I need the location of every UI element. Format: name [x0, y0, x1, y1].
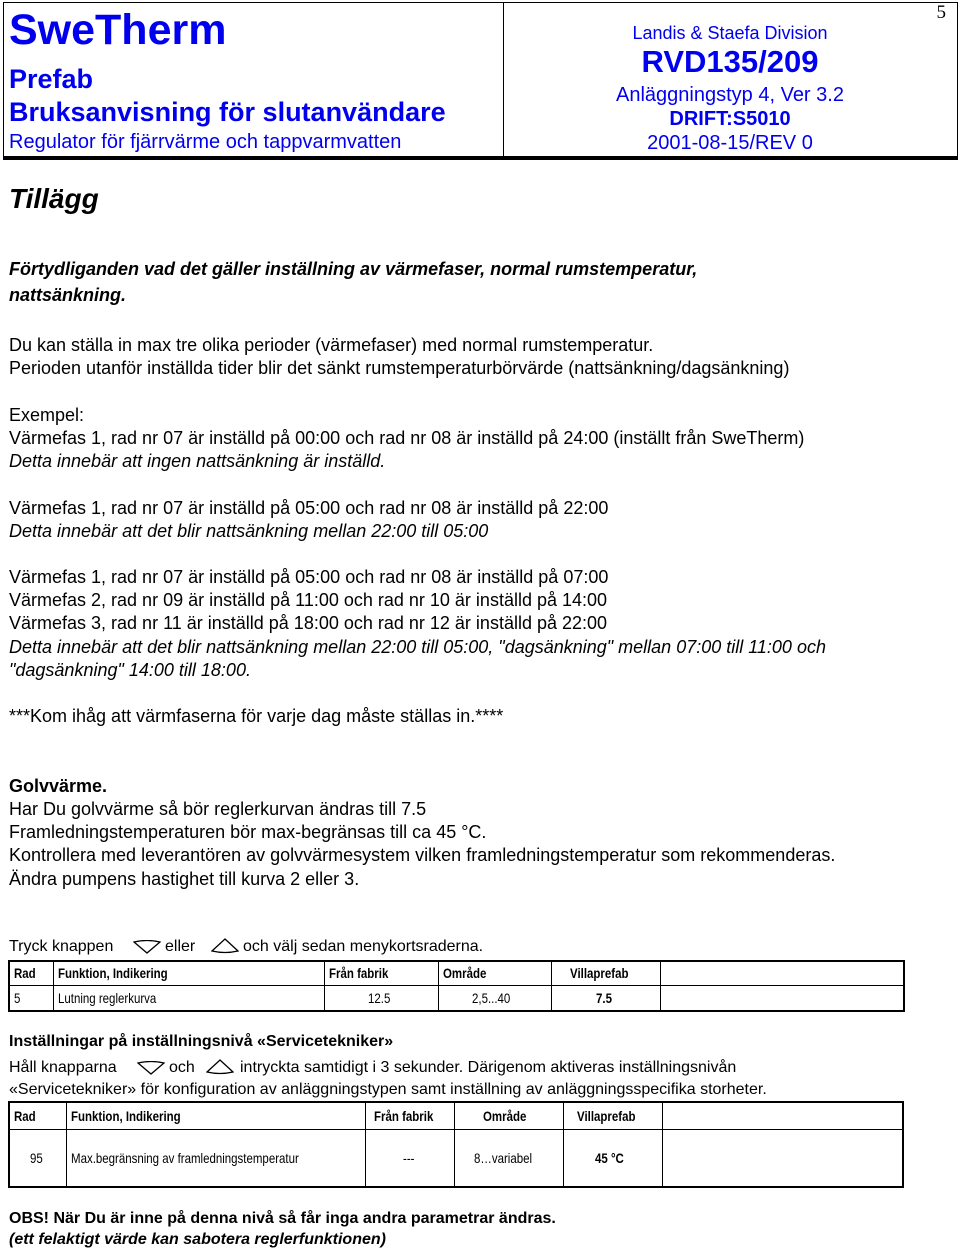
- division: Landis & Staefa Division: [632, 23, 828, 43]
- cell-villaprefab: 7.5: [596, 989, 613, 1006]
- hold-text-2: och: [169, 1059, 195, 1076]
- example-line: Värmefas 1, rad nr 07 är inställd på 05:00 och rad nr 08 är inställd på 22:00: [9, 498, 609, 518]
- example-line: Värmefas 2, rad nr 09 är inställd på 11:00 och rad nr 10 är inställd på 14:00: [9, 590, 608, 610]
- cell-villaprefab: 45 °C: [595, 1149, 625, 1166]
- section-title: Tillägg: [9, 183, 99, 214]
- col-header-villaprefab: Villaprefab: [577, 1107, 636, 1124]
- floor-heating-text: Framledningstemperaturen bör max-begränsas till ca 45 °C.: [9, 822, 487, 842]
- example-result: Detta innebär att ingen nattsänkning är inställd.: [9, 451, 386, 471]
- example-line: Värmefas 1, rad nr 07 är inställd på 05:00 och rad nr 08 är inställd på 07:00: [9, 567, 609, 587]
- hold-text-4: «Servicetekniker» för konfiguration av anläggningstypen samt inställning av anläggningsspecifika storheter.: [9, 1081, 767, 1098]
- settings-table-2: [8, 1101, 904, 1188]
- col-header-rad: Rad: [14, 1107, 36, 1124]
- example-result: Detta innebär att det blir nattsänkning mellan 22:00 till 05:00, "dagsänkning" mellan 07:00 till 11:00 och: [9, 637, 826, 657]
- cell-range: 8…variabel: [473, 1149, 532, 1166]
- settings-table-1: [8, 960, 905, 1012]
- floor-heating-text: Ändra pumpens hastighet till kurva 2 eller 3.: [9, 869, 360, 889]
- table-header-row: [9, 961, 904, 985]
- cell-range: 2,5...40: [471, 989, 510, 1006]
- col-header-function: Funktion, Indikering: [71, 1107, 181, 1124]
- cell-rad: 95: [30, 1149, 43, 1166]
- down-button-icon: [133, 940, 161, 954]
- cell-factory: ---: [403, 1149, 415, 1166]
- table-row: [9, 985, 904, 1011]
- floor-heating-text: Kontrollera med leverantören av golvvärmesystem vilken framledningstemperatur som rekommenderas.: [9, 845, 836, 865]
- intro-text: Perioden utanför inställda tider blir det sänkt rumstemperaturbörvärde (nattsänkning/dagsänkning): [9, 358, 790, 378]
- hold-text-3: intryckta samtidigt i 3 sekunder. Därigenom aktiveras inställningsnivån: [240, 1059, 737, 1076]
- header-bottom-rule: [3, 156, 957, 159]
- table-row: [9, 1129, 903, 1187]
- plant-type: Anläggningstyp 4, Ver 3.2: [616, 84, 844, 106]
- cell-rad: 5: [14, 989, 21, 1006]
- date-revision: 2001-08-15/REV 0: [647, 132, 813, 154]
- cell-function: Max.begränsning av framledningstemperatur: [71, 1149, 299, 1166]
- up-button-icon: [211, 938, 239, 954]
- table-header-row: [9, 1102, 903, 1129]
- brand-logo: SweTherm: [9, 6, 227, 54]
- reminder-note: ***Kom ihåg att värmfaserna för varje dag måste ställas in.****: [9, 706, 504, 726]
- service-level-heading: Inställningar på inställningsnivå «Servicetekniker»: [9, 1033, 394, 1050]
- intro-text: Du kan ställa in max tre olika perioder (värmefaser) med normal rumstemperatur.: [9, 335, 654, 355]
- col-header-range: Område: [443, 965, 487, 982]
- drift-code: DRIFT:S5010: [669, 108, 791, 130]
- example-line: Värmefas 1, rad nr 07 är inställd på 00:00 och rad nr 08 är inställd på 24:00 (inställt från SweTherm): [9, 428, 805, 448]
- col-header-factory: Från fabrik: [329, 965, 389, 982]
- doc-title: Bruksanvisning för slutanvändare: [9, 97, 446, 127]
- cell-function: Lutning reglerkurva: [58, 989, 157, 1006]
- obs-note: OBS! När Du är inne på denna nivå så får inga andra parametrar ändras.: [9, 1210, 556, 1227]
- col-header-villaprefab: Villaprefab: [570, 965, 629, 982]
- col-header-range: Område: [482, 1107, 526, 1124]
- floor-heating-heading: Golvvärme.: [9, 776, 108, 796]
- example-result: "dagsänkning" 14:00 till 18:00.: [9, 660, 251, 680]
- product-name: Prefab: [9, 64, 94, 94]
- model-number: RVD135/209: [641, 44, 819, 79]
- col-header-function: Funktion, Indikering: [58, 965, 168, 982]
- clarification-heading: Förtydliganden vad det gäller inställning av värmefaser, normal rumstemperatur,: [9, 259, 698, 279]
- hold-text-1: Håll knapparna: [9, 1059, 117, 1076]
- cell-factory: 12.5: [367, 989, 391, 1006]
- floor-heating-text: Har Du golvvärme så bör reglerkurvan ändras till 7.5: [9, 799, 427, 819]
- press-text-1: Tryck knappen: [9, 938, 114, 955]
- up-button-icon: [206, 1059, 234, 1075]
- col-header-rad: Rad: [14, 965, 36, 982]
- clarification-heading-cont: nattsänkning.: [9, 285, 127, 305]
- example-result: Detta innebär att det blir nattsänkning mellan 22:00 till 05:00: [9, 521, 489, 541]
- down-button-icon: [137, 1061, 165, 1075]
- example-label: Exempel:: [9, 405, 85, 425]
- press-text-3: och välj sedan menykortsraderna.: [243, 938, 484, 955]
- doc-subtitle: Regulator för fjärrvärme och tappvarmvatten: [9, 131, 402, 153]
- page-number: 5: [936, 2, 946, 23]
- col-header-factory: Från fabrik: [373, 1107, 434, 1124]
- example-line: Värmefas 3, rad nr 11 är inställd på 18:00 och rad nr 12 är inställd på 22:00: [9, 613, 608, 633]
- press-text-2: eller: [165, 938, 196, 955]
- warning-note: (ett felaktigt värde kan sabotera reglerfunktionen): [9, 1231, 386, 1248]
